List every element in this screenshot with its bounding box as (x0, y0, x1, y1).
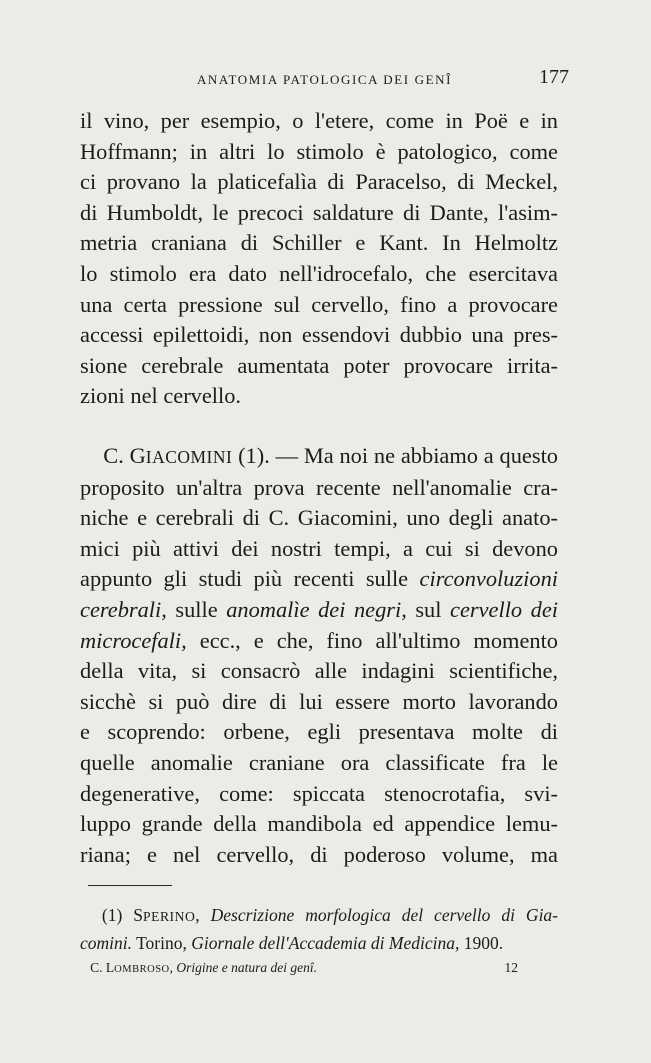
text-line: riana; e nel cervello, di poderoso volume, ma (80, 841, 558, 867)
footnote (80, 902, 558, 956)
text-line: una certa pressione sul cervello, fino a provocare (80, 291, 558, 317)
text-line: metria craniana di Schiller e Kant. In Helmoltz (80, 230, 558, 256)
footnote-rule (88, 885, 172, 886)
text-line: lo stimolo era dato nell'idrocefalo, che esercitava (80, 260, 558, 286)
signature-work: Origine e natura dei genî. (176, 960, 318, 975)
printer-signature: C. LOMBROSO, Origine e natura dei genî. 12 (90, 960, 518, 975)
text-line: accessi epilettoidi, non essendovi dubbio una pres- (80, 322, 558, 348)
paragraph-giacomini (80, 441, 558, 870)
text-line: di Humboldt, le precoci saldature di Dante, l'asim- (80, 199, 558, 225)
footnote-line: comini. Torino, Giornale dell'Accademia di Medicina, 1900. (80, 933, 504, 953)
italic-title: anomalìe dei negri, (226, 596, 407, 622)
italic-title: circonvoluzioni (419, 566, 558, 592)
italic-title: cervello dei (450, 596, 559, 622)
text-line: C. GIACOMINI (1). — Ma noi ne abbiamo a questo (103, 443, 558, 468)
text-line: della vita, si consacrò alle indagini scientifiche, (80, 658, 558, 684)
paragraph-continuation (80, 106, 558, 412)
text-line: cerebrali, sulle anomalìe dei negri, sul cervello dei (80, 596, 559, 622)
footnote-journal: Giornale dell'Accademia di Medicina, (191, 933, 460, 953)
page-number: 177 (539, 66, 569, 88)
text-line: e scoprendo: orbene, egli presentava molte di (80, 719, 558, 745)
signature-author: C. LOMBROSO (90, 960, 170, 975)
text-line: microcefali, ecc., e che, fino all'ultimo momento (80, 627, 558, 653)
text-line: appunto gli studi più recenti sulle circonvoluzioni (80, 566, 558, 592)
signature-number: 12 (504, 960, 518, 975)
footnote-line: (1) SPERINO, Descrizione morfologica del cervello di Gia- (101, 905, 559, 925)
text-line: quelle anomalie craniane ora classificate fra le (80, 749, 558, 775)
text-line: luppo grande della mandibola ed appendice lemu- (80, 811, 558, 837)
text-line: degenerative, come: spiccata stenocrotafia, svi- (80, 780, 558, 806)
text-line: zioni nel cervello. (80, 383, 242, 409)
author-name: C. GIACOMINI (103, 443, 233, 468)
text-line: mici più attivi dei nostri tempi, a cui si devono (80, 535, 558, 561)
italic-title: cerebrali, (80, 596, 167, 622)
footnote-title: Descrizione morfologica del cervello di Gia- (210, 905, 559, 925)
text-line: Hoffmann; in altri lo stimolo è patologico, come (80, 138, 558, 164)
text-line: sione cerebrale aumentata poter provocare irrita- (80, 352, 558, 378)
page-header (80, 58, 569, 88)
text-line: niche e cerebrali di C. Giacomini, uno degli anato- (80, 505, 558, 531)
text-line: il vino, per esempio, o l'etere, come in Poë e in (80, 108, 558, 133)
running-title: ANATOMIA PATOLOGICA DEI GENÎ (196, 72, 453, 87)
italic-title: microcefali, (80, 627, 187, 653)
text-line: proposito un'altra prova recente nell'anomalie cra- (80, 474, 558, 500)
text-line: ci provano la platicefalìa di Paracelso, di Meckel, (80, 169, 558, 195)
footnote-author: SPERINO (133, 905, 196, 925)
text-line: sicchè si può dire di lui essere morto lavorando (80, 688, 558, 714)
